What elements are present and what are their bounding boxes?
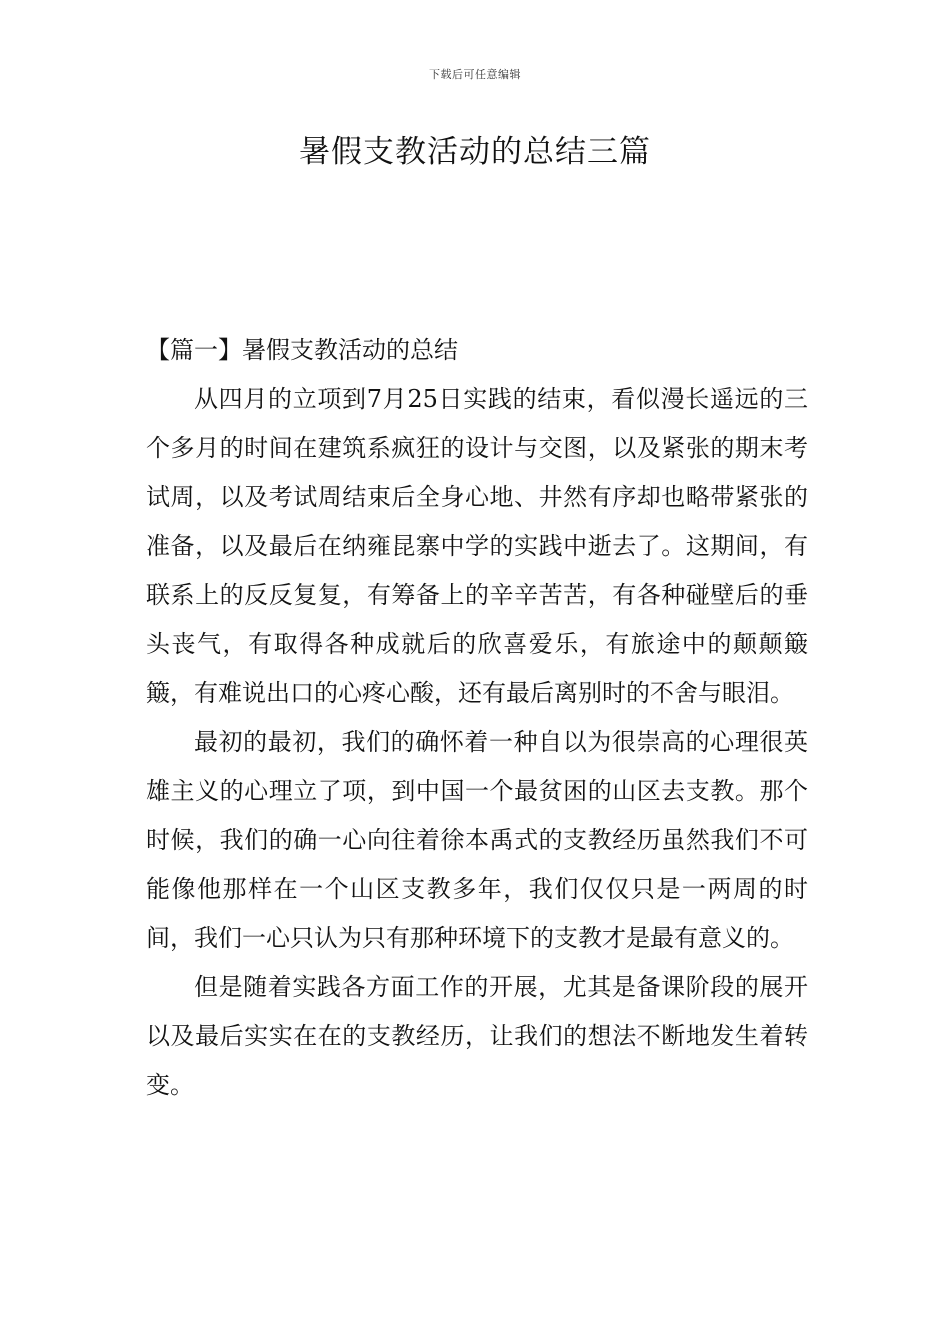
header-note: 下载后可任意编辑: [429, 68, 521, 81]
paragraph-1: 从四月的立项到7月25日实践的结束，看似漫长遥远的三个多月的时间在建筑系疯狂的设计与交图，以及紧张的期末考试周，以及考试周结束后全身心地、井然有序却也略带紧张的准备，以及最后在纳雍昆寨中学的实践中逝去了。这期间，有联系上的反反复复，有筹备上的辛辛苦苦，有各种碰壁后的垂头丧气，有取得各种成就后的欣喜爱乐，有旅途中的颠颠簸簸，有难说出口的心疼心酸，还有最后离别时的不舍与眼泪。: [146, 385, 808, 707]
section-heading: 【篇一】暑假支教活动的总结: [146, 336, 458, 364]
paragraph-2: 最初的最初，我们的确怀着一种自以为很崇高的心理很英雄主义的心理立了项，到中国一个最贫困的山区去支教。那个时候，我们的确一心向往着徐本禹式的支教经历虽然我们不可能像他那样在一个山区支教多年，我们仅仅只是一两周的时间，我们一心只认为只有那种环境下的支教才是最有意义的。: [146, 728, 808, 952]
document-body: [146, 326, 808, 1110]
paragraph-3: 但是随着实践各方面工作的开展，尤其是备课阶段的展开以及最后实实在在的支教经历，让我们的想法不断地发生着转变。: [146, 973, 808, 1099]
document-title: 暑假支教活动的总结三篇: [299, 134, 651, 170]
